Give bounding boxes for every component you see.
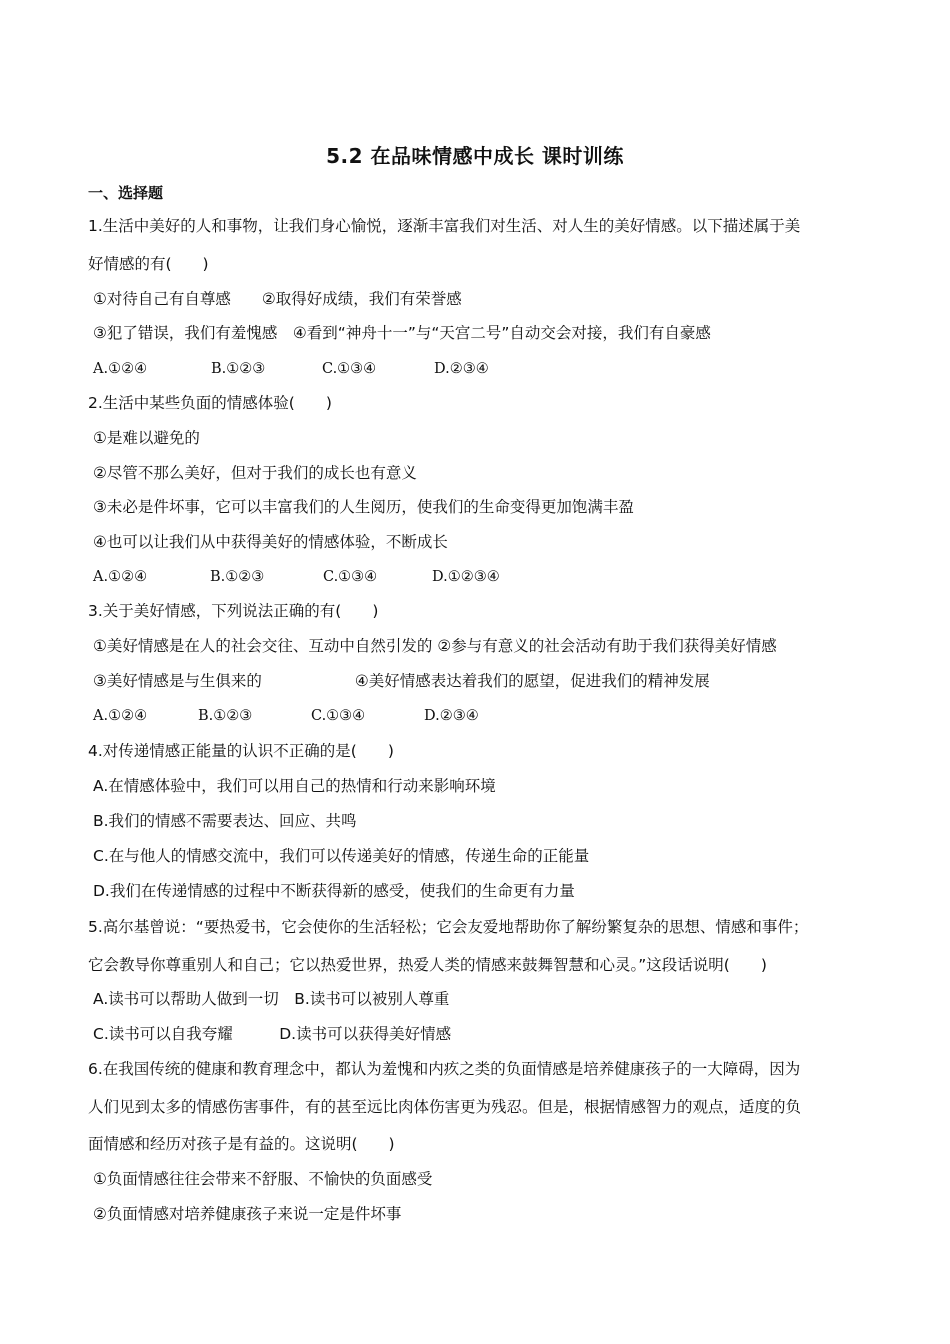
q3-choice-d: D.②③④	[424, 708, 479, 724]
q3-choice-c: C.①③④	[311, 708, 366, 724]
q4-option-c: C.在与他人的情感交流中，我们可以传递美好的情感，传递生命的正能量	[93, 847, 590, 865]
q2-choice-d: D.①②③④	[432, 569, 500, 585]
q4-option-b: B.我们的情感不需要表达、回应、共鸣	[93, 812, 357, 830]
q5-stem-line2: 它会教导你尊重别人和自己；它以热爱世界，热爱人类的情感来鼓舞智慧和心灵。”这段话说明( )	[88, 956, 767, 974]
q3-choice-b: B.①②③	[198, 708, 253, 724]
q2-item-2: ②尽管不那么美好，但对于我们的成长也有意义	[93, 464, 417, 482]
q5-stem-line1: 5.高尔基曾说：“要热爱书，它会使你的生活轻松；它会友爱地帮助你了解纷繁复杂的思想、情感和事件；	[88, 918, 809, 936]
q1-items-line1: ①对待自己有自尊感 ②取得好成绩，我们有荣誉感	[93, 290, 462, 308]
q5-options-line2: C.读书可以自我夸耀 D.读书可以获得美好情感	[93, 1025, 452, 1043]
q6-stem-line3: 面情感和经历对孩子是有益的。这说明( )	[88, 1135, 395, 1153]
q4-option-a: A.在情感体验中，我们可以用自己的热情和行动来影响环境	[93, 777, 496, 795]
q2-item-1: ①是难以避免的	[93, 429, 200, 447]
q1-choice-c: C.①③④	[322, 361, 377, 377]
q6-item-1: ①负面情感往往会带来不舒服、不愉快的负面感受	[93, 1170, 433, 1188]
q1-choice-a: A.①②④	[93, 361, 148, 377]
q3-choices	[93, 706, 479, 726]
q2-item-4: ④也可以让我们从中获得美好的情感体验，不断成长	[93, 533, 448, 551]
q1-stem-line2: 好情感的有( )	[88, 255, 209, 273]
q4-stem: 4.对传递情感正能量的认识不正确的是( )	[88, 742, 394, 760]
q3-items-line1: ①美好情感是在人的社会交往、互动中自然引发的 ②参与有意义的社会活动有助于我们获得美好情感	[93, 637, 777, 655]
q6-stem-line1: 6.在我国传统的健康和教育理念中，都认为羞愧和内疚之类的负面情感是培养健康孩子的一大障碍，因为	[88, 1060, 801, 1078]
q3-items-line2: ③美好情感是与生俱来的 ④美好情感表达着我们的愿望，促进我们的精神发展	[93, 672, 710, 690]
q2-stem: 2.生活中某些负面的情感体验( )	[88, 394, 332, 412]
q6-stem-line2: 人们见到太多的情感伤害事件，有的甚至远比肉体伤害更为残忍。但是，根据情感智力的观点，适度的负	[88, 1098, 802, 1116]
q4-option-d: D.我们在传递情感的过程中不断获得新的感受，使我们的生命更有力量	[93, 882, 575, 900]
q2-choice-a: A.①②④	[93, 569, 148, 585]
q2-choice-b: B.①②③	[210, 569, 265, 585]
q1-items-line2: ③犯了错误，我们有羞愧感 ④看到“神舟十一”与“天宫二号”自动交会对接，我们有自豪感	[93, 324, 711, 342]
q1-choice-d: D.②③④	[434, 361, 489, 377]
q2-choices	[93, 567, 500, 587]
document-title: 5.2 在品味情感中成长 课时训练	[326, 144, 624, 168]
q1-choices	[93, 359, 489, 379]
q6-item-2: ②负面情感对培养健康孩子来说一定是件坏事	[93, 1205, 402, 1223]
q5-options-line1: A.读书可以帮助人做到一切 B.读书可以被别人尊重	[93, 990, 450, 1008]
q2-item-3: ③未必是件坏事，它可以丰富我们的人生阅历，使我们的生命变得更加饱满丰盈	[93, 498, 634, 516]
q1-stem-line1: 1.生活中美好的人和事物，让我们身心愉悦，逐渐丰富我们对生活、对人生的美好情感。以下描述属于美	[88, 217, 801, 235]
q3-choice-a: A.①②④	[93, 708, 148, 724]
section-heading: 一、选择题	[88, 184, 164, 202]
q2-choice-c: C.①③④	[323, 569, 378, 585]
q1-choice-b: B.①②③	[211, 361, 266, 377]
q3-stem: 3.关于美好情感，下列说法正确的有( )	[88, 602, 379, 620]
